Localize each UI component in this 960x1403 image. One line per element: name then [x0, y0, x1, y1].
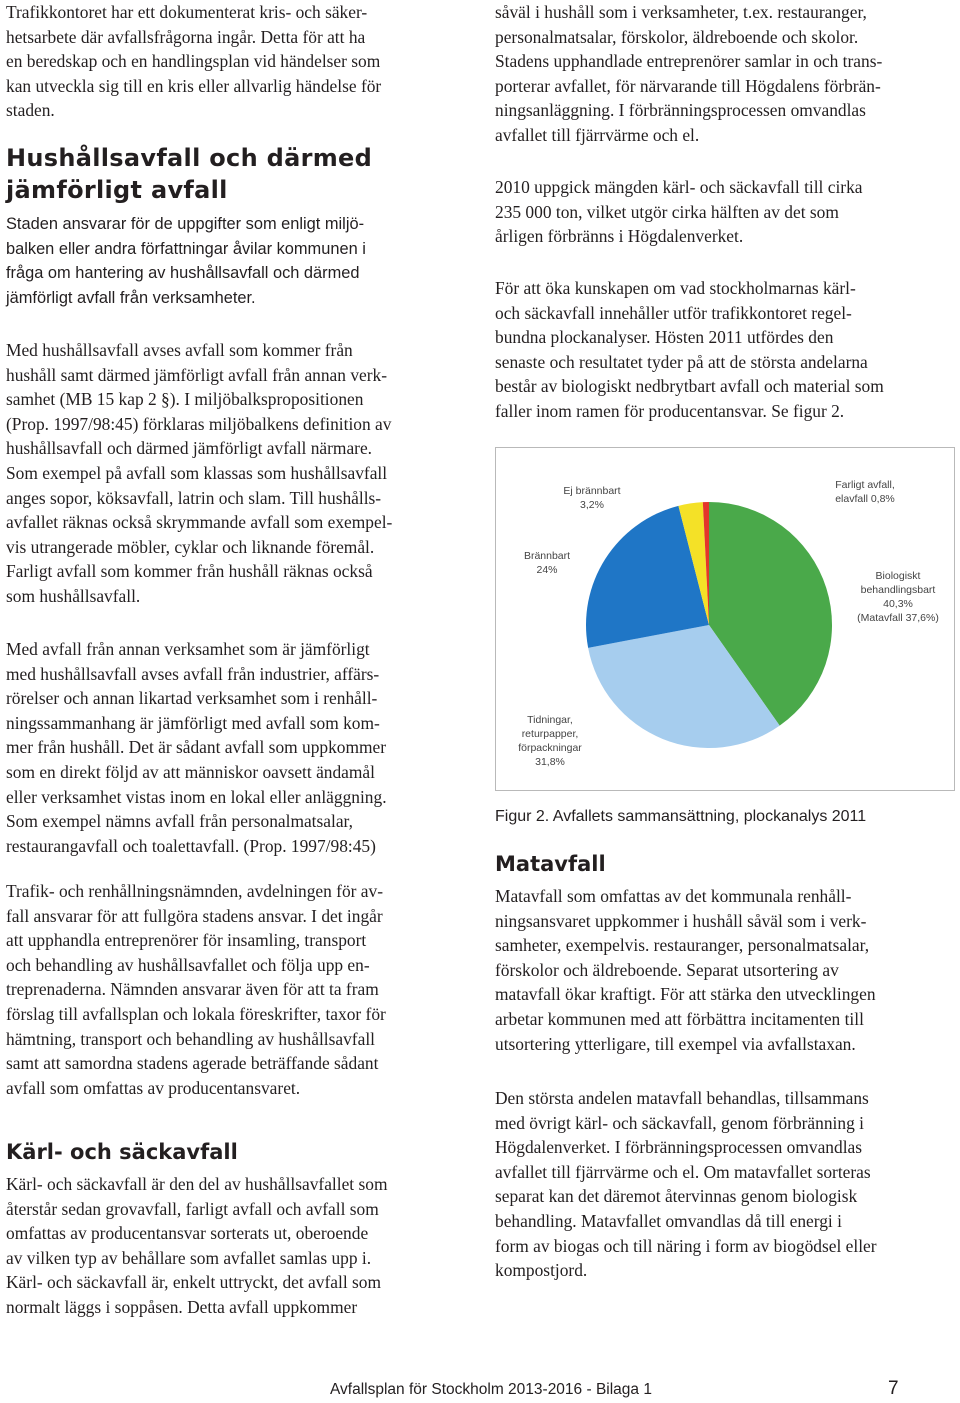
food-waste-treatment-paragraph: Den största andelen matavfall behandlas, tillsammans med övrigt kärl- och säckavfall, genom förbränning i Högdalenverket. I förbränningsprocessen omvandlas avfallet till fjärrvärme och el. Om matavfallet sorteras separat kan det däremot återvinnas genom biologisk behandling. Matavfallet omvandlas då till energi i form av biogas och till näring i form av biogödsel eller kompostjord. — [495, 1088, 877, 1281]
collection-paragraph: såväl i hushåll som i verksamheter, t.ex. restauranger, personalmatsalar, förskolor, äldreboende och skolor. Stadens upphandlade entreprenörer samlar in och trans- porterar avfallet, för närvarande till Högdalens förbrän- ningsanläggning. I förbränningsprocessen omvandlas avfallet till fjärrvärme och el. — [495, 2, 883, 145]
analysis-paragraph: För att öka kunskapen om vad stockholmarnas kärl- och säckavfall innehåller utför trafikkontoret regel- bundna plockanalyser. Hösten 2011 utfördes den senaste och resultatet tyder på att de största andelarna består av biologiskt nedbrytbart avfall och material som faller inom ramen för producentansvar. Se figur 2. — [495, 278, 884, 421]
responsibility-paragraph: Staden ansvarar för de uppgifter som enligt miljö- balken eller andra författningar åvilar kommunen i fråga om hantering av hushållsavfall och därmed jämförligt avfall från verksamheter. — [6, 215, 366, 307]
waste-composition-chart — [495, 447, 955, 791]
food-waste-paragraph: Matavfall som omfattas av det kommunala renhåll- ningsansvaret uppkommer i hushåll såväl som i verk- samheter, exempelvis. restauranger, personalmatsalar, förskolor och äldreboende. Separat utsortering av matavfall ökar kraftigt. För att stärka den utvecklingen arbetar kommunen med att förbättra incitamenten till utsortering ytterligare, till exempel via avfallstaxan. — [495, 886, 876, 1054]
heading-household-waste: Hushållsavfall och därmed jämförligt avfall — [6, 144, 373, 204]
page-number: 7 — [888, 1378, 899, 1399]
slice-paper-packaging-label: Tidningar, returpapper, förpackningar 31,8% — [518, 714, 582, 768]
slice-biological-label: Biologiskt behandlingsbart 40,3% (Matavfall 37,6%) — [857, 570, 939, 624]
comparable-waste-paragraph: Med avfall från annan verksamhet som är jämförligt med hushållsavfall avses avfall från industrier, affärs- rörelser och annan likartad verksamhet som i renhåll- ningssammanhang är jämförligt med avfall som kom- mer från hushåll. Det är sådant avfall som uppkommer som en direkt följd av att människor oavsett ändamål eller verksamhet vistas inom en lokal eller anläggning. Som exempel nämns avfall från personalmatsalar, restaurangavfall och toalettavfall. (Prop. 1997/98:45) — [6, 639, 387, 856]
committee-paragraph: Trafik- och renhållningsnämnden, avdelningen för av- fall ansvarar för att fullgöra stadens ansvar. I det ingår att upphandla entreprenörer för insamling, transport och behandling av hushållsavfallet och följa upp en- treprenaderna. Nämnden ansvarar även för att ta fram förslag till avfallsplan och lokala föreskrifter, taxor för hämtning, transport och behandling av hushållsavfall samt att samordna stadens agerade beträffande sådant avfall som omfattas av producentansvaret. — [6, 881, 386, 1098]
pie-chart-svg — [496, 448, 954, 790]
definition-paragraph: Med hushållsavfall avses avfall som kommer från hushåll samt därmed jämförligt avfall från annan verk- samhet (MB 15 kap 2 §). I miljöbalkspropositionen (Prop. 1997/98:45) förklaras miljöbalkens definition av hushållsavfall och därmed jämförligt avfall närmare. Som exempel på avfall som klassas som hushållsavfall anges sopor, köksavfall, latrin och slam. Till hushålls- avfallet räknas också skrymmande avfall som exempel- vis utrangerade möbler, cyklar och liknande föremål. Farligt avfall som kommer från hushåll räknas också som hushållsavfall. — [6, 340, 393, 606]
slice-non-combustible-label: Ej brännbart 3,2% — [563, 485, 621, 511]
slice-hazardous-label: Farligt avfall, elavfall 0,8% — [835, 479, 895, 505]
amount-paragraph: 2010 uppgick mängden kärl- och säckavfall till cirka 235 000 ton, vilket utgör cirka hälften av det som årligen förbränns i Högdalenverket. — [495, 177, 863, 247]
heading-bin-waste: Kärl- och säckavfall — [6, 1140, 238, 1164]
figure-caption: Figur 2. Avfallets sammansättning, plockanalys 2011 — [495, 808, 867, 825]
intro-paragraph: Trafikkontoret har ett dokumenterat kris- och säker- hetsarbete där avfallsfrågorna ingår. Detta för att ha en beredskap och en handlingsplan vid händelser som kan utveckla sig till en kris eller allvarlig händelse för staden. — [6, 2, 382, 121]
slice-combustible-label: Brännbart 24% — [523, 550, 571, 576]
heading-food-waste: Matavfall — [495, 852, 606, 876]
bin-waste-paragraph: Kärl- och säckavfall är den del av hushållsavfallet som återstår sedan grovavfall, farligt avfall och avfall som omfattas av producentansvar sorterats ut, oberoende av vilken typ av behållare som avfallet samlas upp i. Kärl- och säckavfall är, enkelt uttryckt, det avfall som normalt läggs i soppåsen. Detta avfall uppkommer — [6, 1174, 388, 1317]
page-footer: Avfallsplan för Stockholm 2013-2016 - Bilaga 1 — [330, 1381, 652, 1398]
